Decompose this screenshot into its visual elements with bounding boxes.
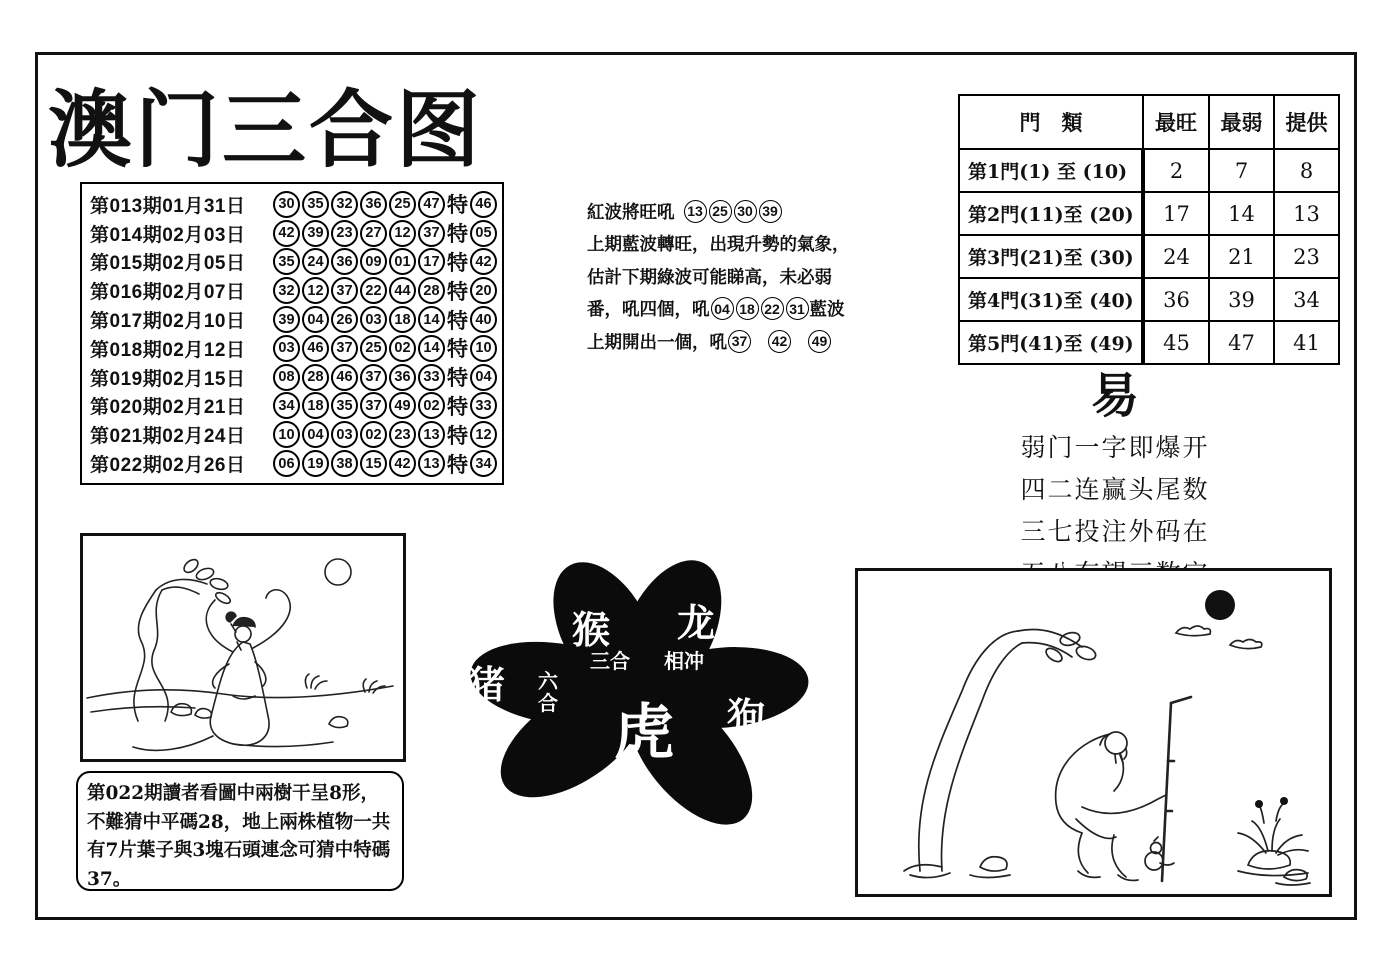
draw-date-label: 第013期01月31日 [90,195,246,217]
result-row [90,219,498,248]
forecast-text [587,195,882,358]
draw-date-label: 第016期02月07日 [90,282,246,304]
bent-tree-icon [904,629,1097,877]
draw-date-label: 第015期02月05日 [90,253,246,275]
yi-line: 弱门一字即爆开 [1020,433,1210,462]
drawn-number: 01 [389,248,416,275]
special-number: 42 [470,248,497,275]
stats-weak-value: 47 [1209,321,1274,364]
special-label: 特 [447,367,468,391]
drawn-number: 04 [302,306,329,333]
drawn-number: 47 [418,191,445,218]
drawn-number: 09 [360,248,387,275]
twisted-tree-icon [134,557,241,721]
sanhe-label: 三合 [590,649,630,673]
last-open-numbers [727,330,847,353]
result-row [90,420,498,449]
special-label: 特 [447,309,468,333]
rocks-icon [970,857,1310,885]
drawn-number: 35 [331,392,358,419]
stats-header-category: 門 類 [959,95,1143,149]
special-number: 33 [470,392,497,419]
zodiac-dragon: 龙 [677,601,716,645]
forecast-number: 31 [786,297,809,320]
draw-date-label: 第019期02月15日 [90,368,246,390]
drawn-number: 42 [273,220,300,247]
stats-header-offer: 提供 [1274,95,1339,149]
special-label: 特 [447,395,468,419]
drawn-number: 39 [302,220,329,247]
stats-weak-value: 14 [1209,192,1274,235]
drawn-number: 13 [418,450,445,477]
sun-icon [1205,590,1235,620]
red-wave-numbers [683,200,783,223]
stats-hot-value: 2 [1143,149,1209,192]
stats-header-row [959,95,1339,149]
drawn-number: 18 [302,392,329,419]
forecast-number: 04 [711,297,734,320]
drawn-number: 46 [331,364,358,391]
forecast-line-5-text: 上期開出一個，吼 [587,332,727,353]
stats-category: 第4門(31)至 (40) [959,278,1143,321]
special-label: 特 [447,223,468,247]
drawn-number: 37 [331,335,358,362]
drawn-number: 17 [418,248,445,275]
special-number: 05 [470,220,497,247]
zodiac-pig: 猪 [467,663,506,707]
draw-date-label: 第020期02月21日 [90,397,246,419]
results-table [80,182,504,485]
drawn-number: 02 [389,335,416,362]
drawn-number: 34 [273,392,300,419]
stats-weak-value: 39 [1209,278,1274,321]
draw-date-label: 第022期02月26日 [90,455,246,477]
ground-lines-icon [87,686,393,747]
result-row [90,305,498,334]
drawn-number: 37 [331,277,358,304]
drawn-number: 36 [360,191,387,218]
drawn-number: 49 [389,392,416,419]
yi-line: 四二连赢头尾数 [1020,475,1210,504]
drawn-number: 25 [389,191,416,218]
drawn-number: 03 [331,421,358,448]
draw-date-label: 第021期02月24日 [90,426,246,448]
special-number: 12 [470,421,497,448]
draw-date-label: 第017期02月10日 [90,311,246,333]
drawn-number: 24 [302,248,329,275]
drawn-number: 04 [302,421,329,448]
old-man-figure-icon [1056,732,1166,880]
special-number: 34 [470,450,497,477]
zodiac-monkey: 猴 [572,608,611,652]
stats-offer-value: 34 [1274,278,1339,321]
forecast-number: 13 [684,200,707,223]
stats-header-hot: 最旺 [1143,95,1209,149]
zodiac-dog: 狗 [727,695,766,739]
stats-offer-value: 23 [1274,235,1339,278]
result-row [90,449,498,478]
drawn-number: 28 [418,277,445,304]
drawn-number: 03 [273,335,300,362]
stats-offer-value: 13 [1274,192,1339,235]
stats-row [959,149,1339,192]
caption-box: 第022期讀者看圖中兩樹干呈8形，不難猜中平碼28，地上兩株植物一共有7片葉子與3塊石頭連念可猜中特碼37。 [76,771,404,891]
drawn-number: 35 [273,248,300,275]
stats-row [959,192,1339,235]
result-row [90,248,498,277]
liuhe-label-bottom: 合 [538,691,558,715]
illustration-fairy-tree [80,533,406,762]
drawn-number: 26 [331,306,358,333]
stats-hot-value: 45 [1143,321,1209,364]
drawn-number: 35 [302,191,329,218]
forecast-line-4 [587,293,882,326]
forecast-number: 25 [709,200,732,223]
special-number: 04 [470,364,497,391]
yi-title: 易 [1090,368,1139,424]
stats-table [958,94,1340,365]
drawn-number: 12 [302,277,329,304]
forecast-number: 37 [728,330,751,353]
forecast-line-1-text: 紅波將旺吼 [587,202,675,223]
forecast-line-2: 上期藍波轉旺，出現升勢的氣象， [587,235,850,256]
liuhe-label-top: 六 [538,669,558,693]
drawn-number: 32 [273,277,300,304]
drawn-number: 06 [273,450,300,477]
yi-verse [990,357,1240,594]
special-number: 40 [470,306,497,333]
special-number: 10 [470,335,497,362]
drawn-number: 22 [360,277,387,304]
forecast-number: 39 [759,200,782,223]
drawn-number: 03 [360,306,387,333]
stats-category: 第5門(41)至 (49) [959,321,1143,364]
drawn-number: 12 [389,220,416,247]
stats-category: 第3門(21)至 (30) [959,235,1143,278]
drawn-number: 13 [418,421,445,448]
clouds-icon [1176,626,1262,649]
forecast-number: 49 [808,330,831,353]
stats-offer-value: 41 [1274,321,1339,364]
drawn-number: 10 [273,421,300,448]
result-row [90,334,498,363]
moon-icon [325,559,351,585]
forecast-line-3: 估計下期綠波可能睇高，未必弱 [587,267,832,288]
rocks-icon [171,704,348,728]
result-row [90,276,498,305]
forecast-number: 22 [761,297,784,320]
drawn-number: 08 [273,364,300,391]
forecast-line-5 [587,325,882,358]
drawn-number: 14 [418,335,445,362]
drawn-number: 28 [302,364,329,391]
stats-weak-value: 21 [1209,235,1274,278]
result-row [90,190,498,219]
stats-category: 第2門(11)至 (20) [959,192,1143,235]
drawn-number: 15 [360,450,387,477]
drawn-number: 30 [273,191,300,218]
forecast-number: 30 [734,200,757,223]
special-label: 特 [447,453,468,477]
drawn-number: 38 [331,450,358,477]
drawn-number: 25 [360,335,387,362]
drawn-number: 37 [360,364,387,391]
stats-category: 第1門(1) 至 (10) [959,149,1143,192]
zodiac-tiger-center: 虎 [614,698,674,768]
drawn-number: 36 [389,364,416,391]
draw-date-label: 第018期02月12日 [90,339,246,361]
special-label: 特 [447,194,468,218]
forecast-number: 18 [736,297,759,320]
drawn-number: 42 [389,450,416,477]
illustration-old-man [855,568,1332,897]
page-border [35,52,1357,920]
stats-hot-value: 24 [1143,235,1209,278]
special-number: 20 [470,277,497,304]
forecast-number: 42 [768,330,791,353]
drawn-number: 36 [331,248,358,275]
stats-hot-value: 17 [1143,192,1209,235]
stats-hot-value: 36 [1143,278,1209,321]
stats-weak-value: 7 [1209,149,1274,192]
special-label: 特 [447,280,468,304]
drawn-number: 46 [302,335,329,362]
drawn-number: 39 [273,306,300,333]
staff-icon [1162,697,1191,881]
drawn-number: 37 [360,392,387,419]
xiangchong-label: 相冲 [664,649,704,673]
drawn-number: 37 [418,220,445,247]
drawn-number: 23 [389,421,416,448]
zodiac-flower [432,538,817,848]
forecast-line-4-text: 番，吼四個，吼 [587,300,710,321]
forecast-line-1 [587,195,882,228]
result-row [90,392,498,421]
yi-line: 三七投注外码在 [1020,517,1210,546]
plant-on-rock-icon [1238,797,1308,876]
special-label: 特 [447,252,468,275]
special-label: 特 [447,338,468,362]
drawn-number: 18 [389,306,416,333]
stats-row [959,278,1339,321]
drawn-number: 27 [360,220,387,247]
drawn-number: 44 [389,277,416,304]
drawn-number: 33 [418,364,445,391]
blue-wave-numbers [710,297,810,320]
page-title: 澳门三合图 [48,81,484,179]
drawn-number: 23 [331,220,358,247]
gourd-icon [1145,837,1174,870]
drawn-number: 02 [418,392,445,419]
drawn-number: 14 [418,306,445,333]
drawn-number: 02 [360,421,387,448]
draw-date-label: 第014期02月03日 [90,224,246,246]
special-number: 46 [470,191,497,218]
special-label: 特 [447,424,468,448]
stats-row [959,235,1339,278]
result-row [90,363,498,392]
stats-offer-value: 8 [1274,149,1339,192]
drawn-number: 19 [302,450,329,477]
drawn-number: 32 [331,191,358,218]
forecast-line-4-suffix: 藍波 [809,300,845,321]
stats-header-weak: 最弱 [1209,95,1274,149]
